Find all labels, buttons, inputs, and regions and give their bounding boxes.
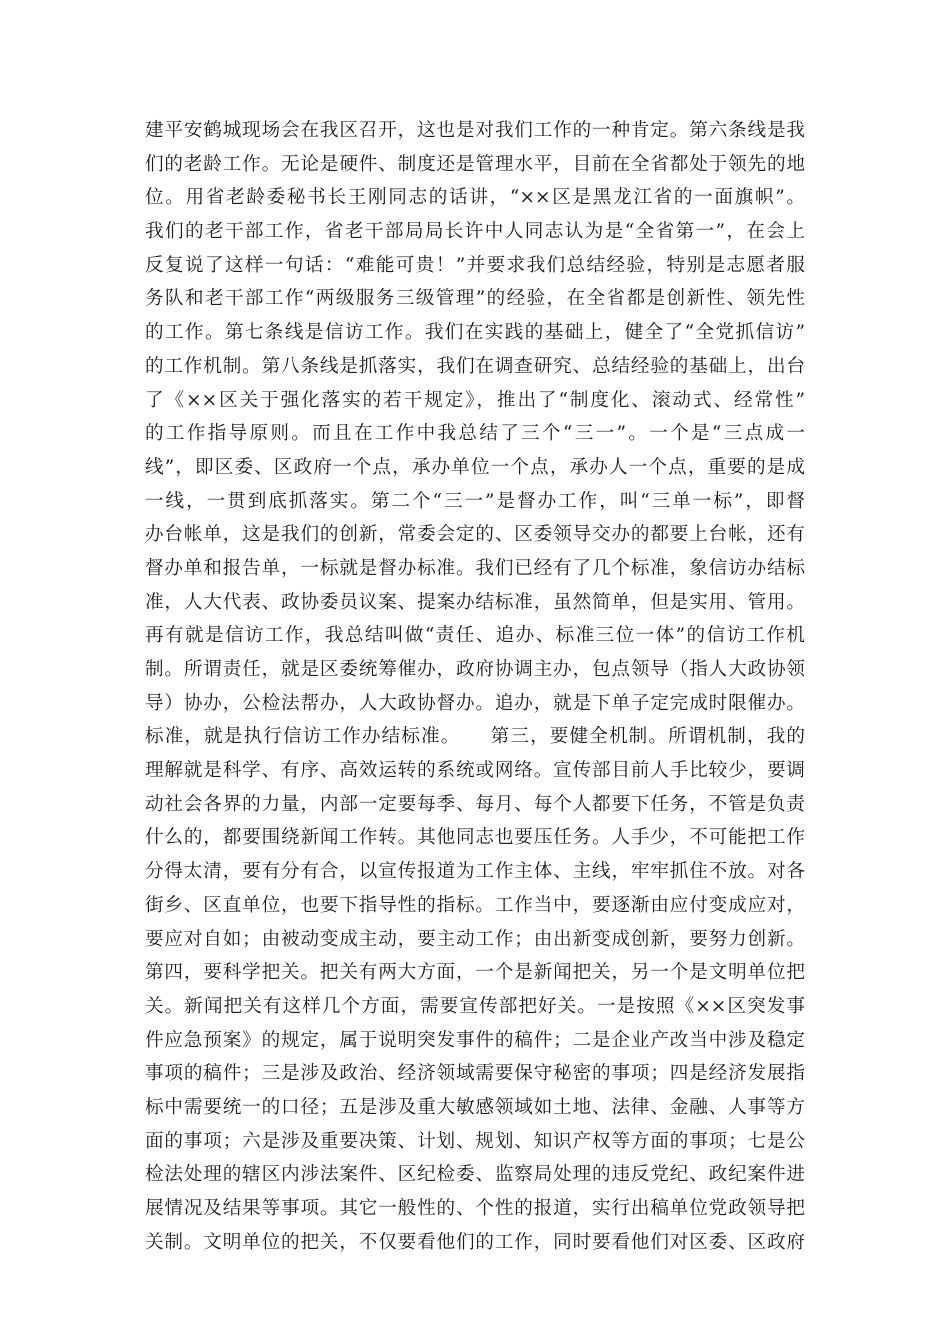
text-line: 街乡、区直单位，也要下指导性的指标。工作当中，要逐渐由应付变成应对， — [145, 894, 805, 916]
text-line: 我们的老干部工作，省老干部局局长许中人同志认为是“全省第一”，在会上 — [145, 221, 805, 243]
text-line: 检法处理的辖区内涉法案件、区纪检委、监察局处理的违反党纪、政纪案件进 — [145, 1164, 805, 1186]
text-line: 什么的，都要围绕新闻工作转。其他同志也要压任务。人手少，不可能把工作 — [145, 827, 805, 849]
text-line: 事项的稿件；三是涉及政治、经济领域需要保守秘密的事项；四是经济发展指 — [145, 1063, 805, 1085]
text-line: 导）协办，公检法帮办，人大政协督办。追办，就是下单子定完成时限催办。 — [145, 692, 805, 714]
text-line: 了《××区关于强化落实的若干规定》，推出了“制度化、滚动式、经常性” — [145, 389, 805, 411]
text-line: 准，人大代表、政协委员议案、提案办结标准，虽然简单，但是实用、管用。 — [145, 591, 805, 613]
text-line: 的工作。第七条线是信访工作。我们在实践的基础上，健全了“全党抓信访” — [145, 322, 805, 344]
text-line: 的工作机制。第八条线是抓落实，我们在调查研究、总结经验的基础上，出台 — [145, 355, 805, 377]
text-line: 展情况及结果等事项。其它一般性的、个性的报道，实行出稿单位党政领导把 — [145, 1198, 805, 1219]
text-line: 的工作指导原则。而且在工作中我总结了三个“三一”。一个是“三点成一 — [145, 423, 805, 445]
text-line: 关。新闻把关有这样几个方面，需要宣传部把好关。一是按照《××区突发事 — [145, 995, 805, 1017]
text-line: 制。所谓责任，就是区委统筹催办，政府协调主办，包点领导（指人大政协领 — [145, 659, 805, 680]
text-line: 要应对自如；由被动变成主动，要主动工作；由出新变成创新，要努力创新。 — [145, 928, 805, 950]
text-line: 标中需要统一的口径；五是涉及重大敏感领域如土地、法律、金融、人事等方 — [145, 1096, 805, 1118]
text-line: 们的老龄工作。无论是硬件、制度还是管理水平，目前在全省都处于领先的地 — [145, 153, 805, 175]
text-line: 再有就是信访工作，我总结叫做“责任、追办、标准三位一体”的信访工作机 — [145, 625, 805, 647]
text-line: 线”，即区委、区政府一个点，承办单位一个点，承办人一个点，重要的是成 — [145, 456, 805, 478]
text-line: 反复说了这样一句话：“难能可贵！”并要求我们总结经验，特别是志愿者服 — [145, 254, 805, 276]
text-line: 面的事项；六是涉及重要决策、计划、规划、知识产权等方面的事项；七是公 — [145, 1130, 805, 1152]
text-line: 一线，一贯到底抓落实。第二个“三一”是督办工作，叫“三单一标”，即督 — [145, 490, 805, 512]
text-line: 位。用省老龄委秘书长王刚同志的话讲，“××区是黑龙江省的一面旗帜”。 — [145, 187, 805, 209]
text-line: 关制。文明单位的把关，不仅要看他们的工作，同时要看他们对区委、区政府 — [145, 1231, 805, 1253]
text-line: 督办单和报告单，一标就是督办标准。我们已经有了几个标准，象信访办结标 — [145, 557, 805, 579]
text-line: 理解就是科学、有序、高效运转的系统或网络。宣传部目前人手比较少，要调 — [145, 760, 805, 782]
body-text — [145, 114, 805, 1259]
text-line: 建平安鹤城现场会在我区召开，这也是对我们工作的一种肯定。第六条线是我 — [145, 120, 805, 141]
text-line: 务队和老干部工作“两级服务三级管理”的经验，在全省都是创新性、领先性 — [145, 288, 805, 310]
text-line: 动社会各界的力量，内部一定要每季、每月、每个人都要下任务，不管是负责 — [145, 793, 805, 815]
text-line: 标准，就是执行信访工作办结标准。 第三，要健全机制。所谓机制，我的 — [145, 726, 805, 748]
text-line: 第四，要科学把关。把关有两大方面，一个是新闻把关，另一个是文明单位把 — [145, 962, 805, 984]
text-line: 件应急预案》的规定，属于说明突发事件的稿件；二是企业产改当中涉及稳定 — [145, 1029, 805, 1051]
text-line: 办台帐单，这是我们的创新，常委会定的、区委领导交办的都要上台帐，还有 — [145, 524, 805, 546]
text-line: 分得太清，要有分有合，以宣传报道为工作主体、主线，牢牢抓住不放。对各 — [145, 861, 805, 883]
